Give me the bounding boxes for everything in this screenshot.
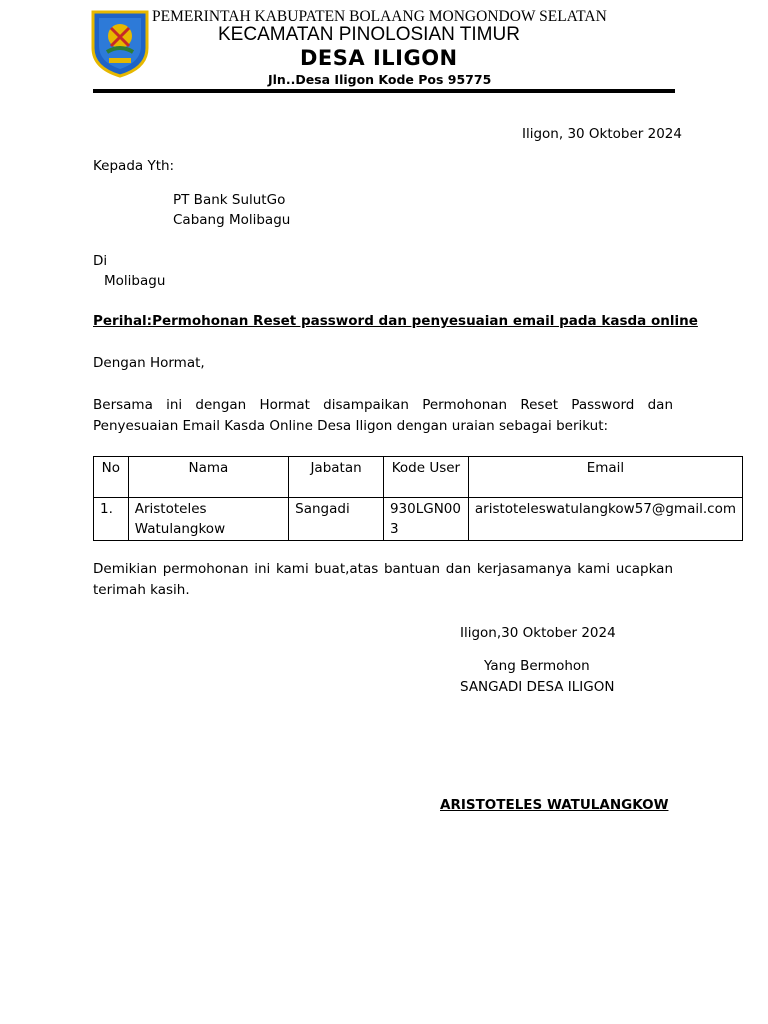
table-cell-kode-user: 930LGN003 (383, 498, 468, 541)
table-header-email: Email (468, 457, 742, 498)
table-header-no: No (94, 457, 129, 498)
letterhead-divider (93, 89, 675, 93)
table-header-nama: Nama (128, 457, 288, 498)
table-header-jabatan: Jabatan (289, 457, 384, 498)
table-cell-nama: Aristoteles Watulangkow (128, 498, 288, 541)
table-header-row (94, 457, 743, 498)
table-row (94, 498, 743, 541)
regency-coat-of-arms-icon (89, 8, 151, 78)
table-header-kode-user: Kode User (383, 457, 468, 498)
signature-label: Yang Bermohon (484, 658, 590, 674)
table-cell-email: aristoteleswatulangkow57@gmail.com (468, 498, 742, 541)
header-address: Jln..Desa Iligon Kode Pos 95775 (268, 72, 492, 87)
recipient-name: PT Bank SulutGo (173, 192, 286, 208)
signature-date: Iligon,30 Oktober 2024 (460, 625, 616, 641)
table-cell-jabatan: Sangadi (289, 498, 384, 541)
recipient-di: Di (93, 253, 108, 269)
header-village-name: DESA ILIGON (300, 46, 458, 70)
header-government-name: PEMERINTAH KABUPATEN BOLAANG MONGONDOW SELATAN (152, 8, 607, 25)
table-cell-no: 1. (94, 498, 129, 541)
letter-body-paragraph: Bersama ini dengan Hormat disampaikan Permohonan Reset Password dan Penyesuaian Email Kasda Online Desa Iligon dengan uraian sebagai berikut: (93, 397, 673, 434)
letter-subject: Perihal:Permohonan Reset password dan penyesuaian email pada kasda online (93, 313, 698, 329)
user-data-table (93, 456, 743, 541)
recipient-location: Molibagu (104, 273, 166, 289)
letter-place-date: Iligon, 30 Oktober 2024 (522, 126, 682, 142)
letter-greeting: Dengan Hormat, (93, 355, 205, 371)
signatory-name: ARISTOTELES WATULANGKOW (440, 797, 669, 813)
header-district-name: KECAMATAN PINOLOSIAN TIMUR (218, 24, 520, 45)
recipient-salutation: Kepada Yth: (93, 158, 175, 174)
recipient-branch: Cabang Molibagu (173, 212, 291, 228)
letter-closing-paragraph: Demikian permohonan ini kami buat,atas bantuan dan kerjasamanya kami ucapkan terimah kasih. (93, 561, 673, 598)
signature-position: SANGADI DESA ILIGON (460, 679, 615, 695)
